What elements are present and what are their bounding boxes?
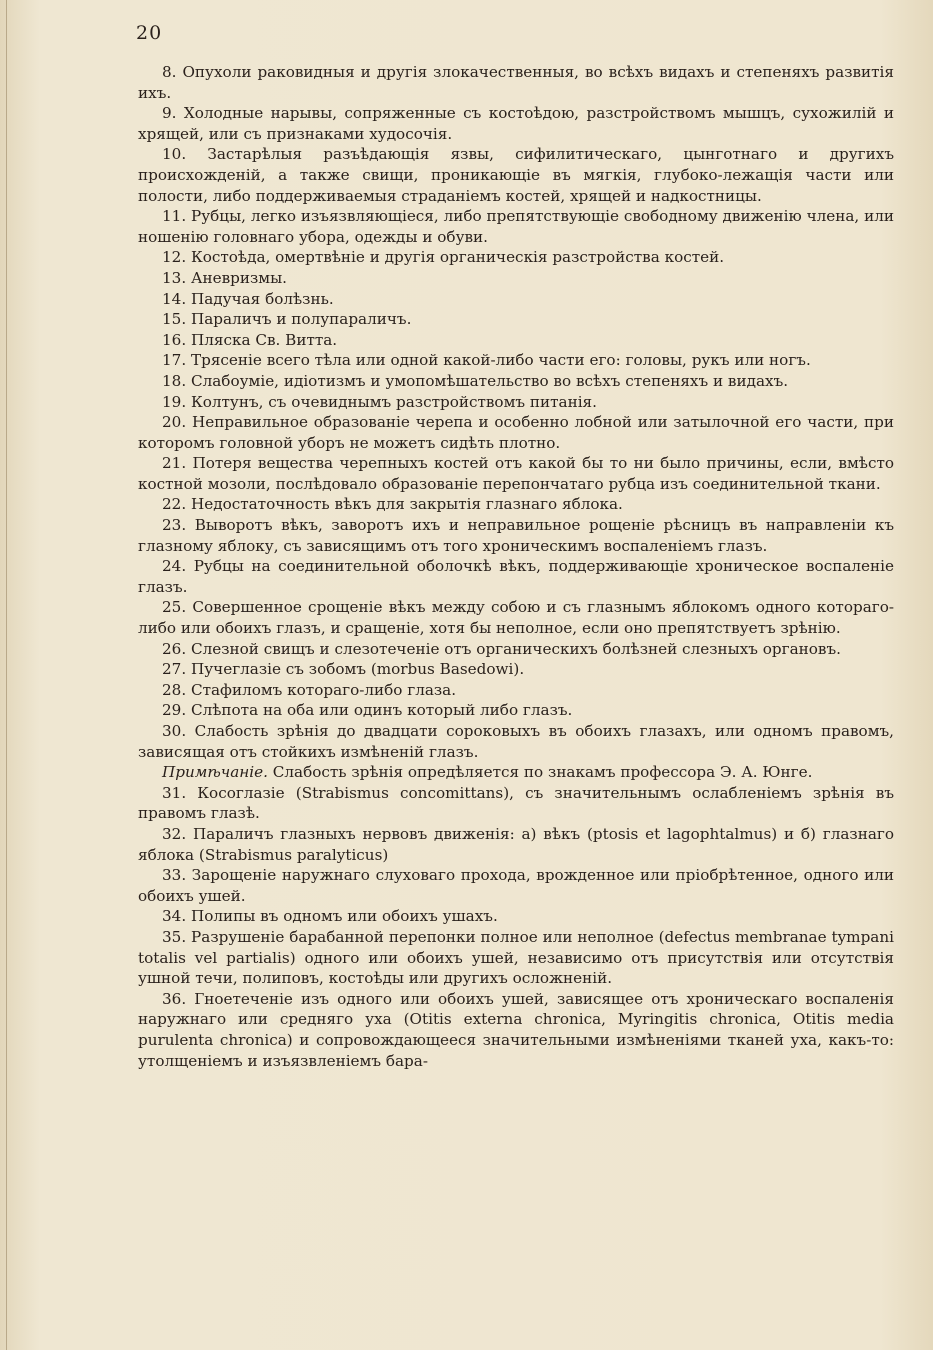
list-item: 13. Аневризмы. [162, 268, 288, 287]
list-item: 34. Полипы въ одномъ или обоихъ ушахъ. [162, 907, 498, 926]
list-item: 26. Слезной свищъ и слезотеченіе отъ органическихъ болѣзней слезныхъ органовъ. [162, 639, 841, 658]
list-item: 11. Рубцы, легко изъязвляющіеся, либо препятствующіе свободному движенію члена, или ношенію головнаго убора, одежды и обуви. [138, 207, 894, 246]
list-item: 10. Застарѣлыя разъѣдающія язвы, сифилитическаго, цынготнаго и другихъ происхожденій, а также свищи, проникающіе въ мягкія, глубоко-лежащія части или полости, либо поддерживаемыя страданіемъ костей, хрящей и надкостницы. [138, 145, 894, 205]
list-item: 15. Параличъ и полупараличъ. [162, 310, 412, 329]
list-item: 32. Параличъ глазныхъ нервовъ движенія: а) вѣкъ (ptosis et lagophtalmus) и б) глазнаго яблока (Strabismus paralyticus) [138, 824, 894, 864]
list-item: 24. Рубцы на соединительной оболочкѣ вѣкъ, поддерживающіе хроническое воспаленіе глазъ. [138, 557, 894, 596]
list-item: 14. Падучая болѣзнь. [162, 289, 334, 308]
list-item: 12. Костоѣда, омертвѣніе и другія органическія разстройства костей. [162, 248, 725, 267]
list-item: 30. Слабость зрѣнія до двадцати сороковыхъ въ обоихъ глазахъ, или одномъ правомъ, зависящая отъ стойкихъ измѣненій глазъ. [138, 722, 894, 761]
list-item: 21. Потеря вещества черепныхъ костей отъ какой бы то ни было причины, если, вмѣсто костной мозоли, послѣдовало образованіе перепончатаго рубца изъ соединительной ткани. [138, 454, 894, 493]
list-item: 27. Пучеглазіе съ зобомъ (morbus Basedowi). [162, 660, 525, 679]
list-item: 9. Холодные нарывы, сопряженные съ костоѣдою, разстройствомъ мышцъ, сухожилій и хрящей, или съ признаками худосочія. [138, 104, 894, 143]
note-text: Слабость зрѣнія опредѣляется по знакамъ профессора Э. А. Юнге. [267, 763, 813, 782]
list-item: 31. Косоглазіе (Strabismus concomittans), съ значительнымъ ослабленіемъ зрѣнія въ правомъ глазѣ. [138, 783, 894, 823]
list-item: 16. Пляска Св. Витта. [162, 330, 338, 349]
list-item: 18. Слабоуміе, идіотизмъ и умопомѣшательство во всѣхъ степеняхъ и видахъ. [162, 371, 789, 390]
body-text [138, 62, 894, 1071]
list-item: 25. Совершенное срощеніе вѣкъ между собою и съ глазнымъ яблокомъ одного котораго-либо или обоихъ глазъ, и сращеніе, хотя бы неполное, если оно препятствуетъ зрѣнію. [138, 598, 894, 638]
list-item: 28. Стафиломъ котораго-либо глаза. [162, 680, 457, 699]
list-item: 33. Зарощеніе наружнаго слуховаго прохода, врожденное или пріобрѣтенное, одного или обоихъ ушей. [138, 866, 894, 905]
page-edge-rule [6, 0, 7, 1350]
list-item: 8. Опухоли раковидныя и другія злокачественныя, во всѣхъ видахъ и степеняхъ развитія ихъ. [138, 63, 894, 102]
list-item: 22. Недостаточность вѣкъ для закрытія глазнаго яблока. [162, 495, 623, 514]
note-label: Примѣчаніе. [162, 763, 268, 782]
page-number: 20 [136, 22, 163, 44]
list-item: 17. Трясеніе всего тѣла или одной какой-либо части его: головы, рукъ или ногъ. [162, 351, 811, 370]
list-item: 23. Выворотъ вѣкъ, заворотъ ихъ и неправильное рощеніе рѣсницъ въ направленіи къ глазному яблоку, съ зависящимъ отъ того хроническимъ воспаленіемъ глазъ. [138, 516, 894, 555]
note [138, 762, 894, 783]
list-item: 19. Колтунъ, съ очевиднымъ разстройствомъ питанія. [162, 392, 597, 411]
list-item: 36. Гноетеченіе изъ одного или обоихъ ушей, зависящее отъ хроническаго воспаленія наружнаго или средняго уха (Otitis externa chronica, Myringitis chronica, Otitis media purulenta chronica) и сопровождающееся значительными измѣненіями тканей уха, какъ-то: утолщеніемъ и изъязвленіемъ бара- [138, 989, 894, 1070]
list-item: 35. Разрушеніе барабанной перепонки полное или неполное (defectus membranae tympani totalis vel partialis) одного или обоихъ ушей, независимо отъ присутствія или отсутствія ушной течи, полиповъ, костоѣды или другихъ осложненій. [138, 927, 894, 988]
list-item: 20. Неправильное образованіе черепа и особенно лобной или затылочной его части, при которомъ головной уборъ не можетъ сидѣть плотно. [138, 413, 894, 452]
list-item: 29. Слѣпота на оба или одинъ который либо глазъ. [162, 701, 573, 720]
